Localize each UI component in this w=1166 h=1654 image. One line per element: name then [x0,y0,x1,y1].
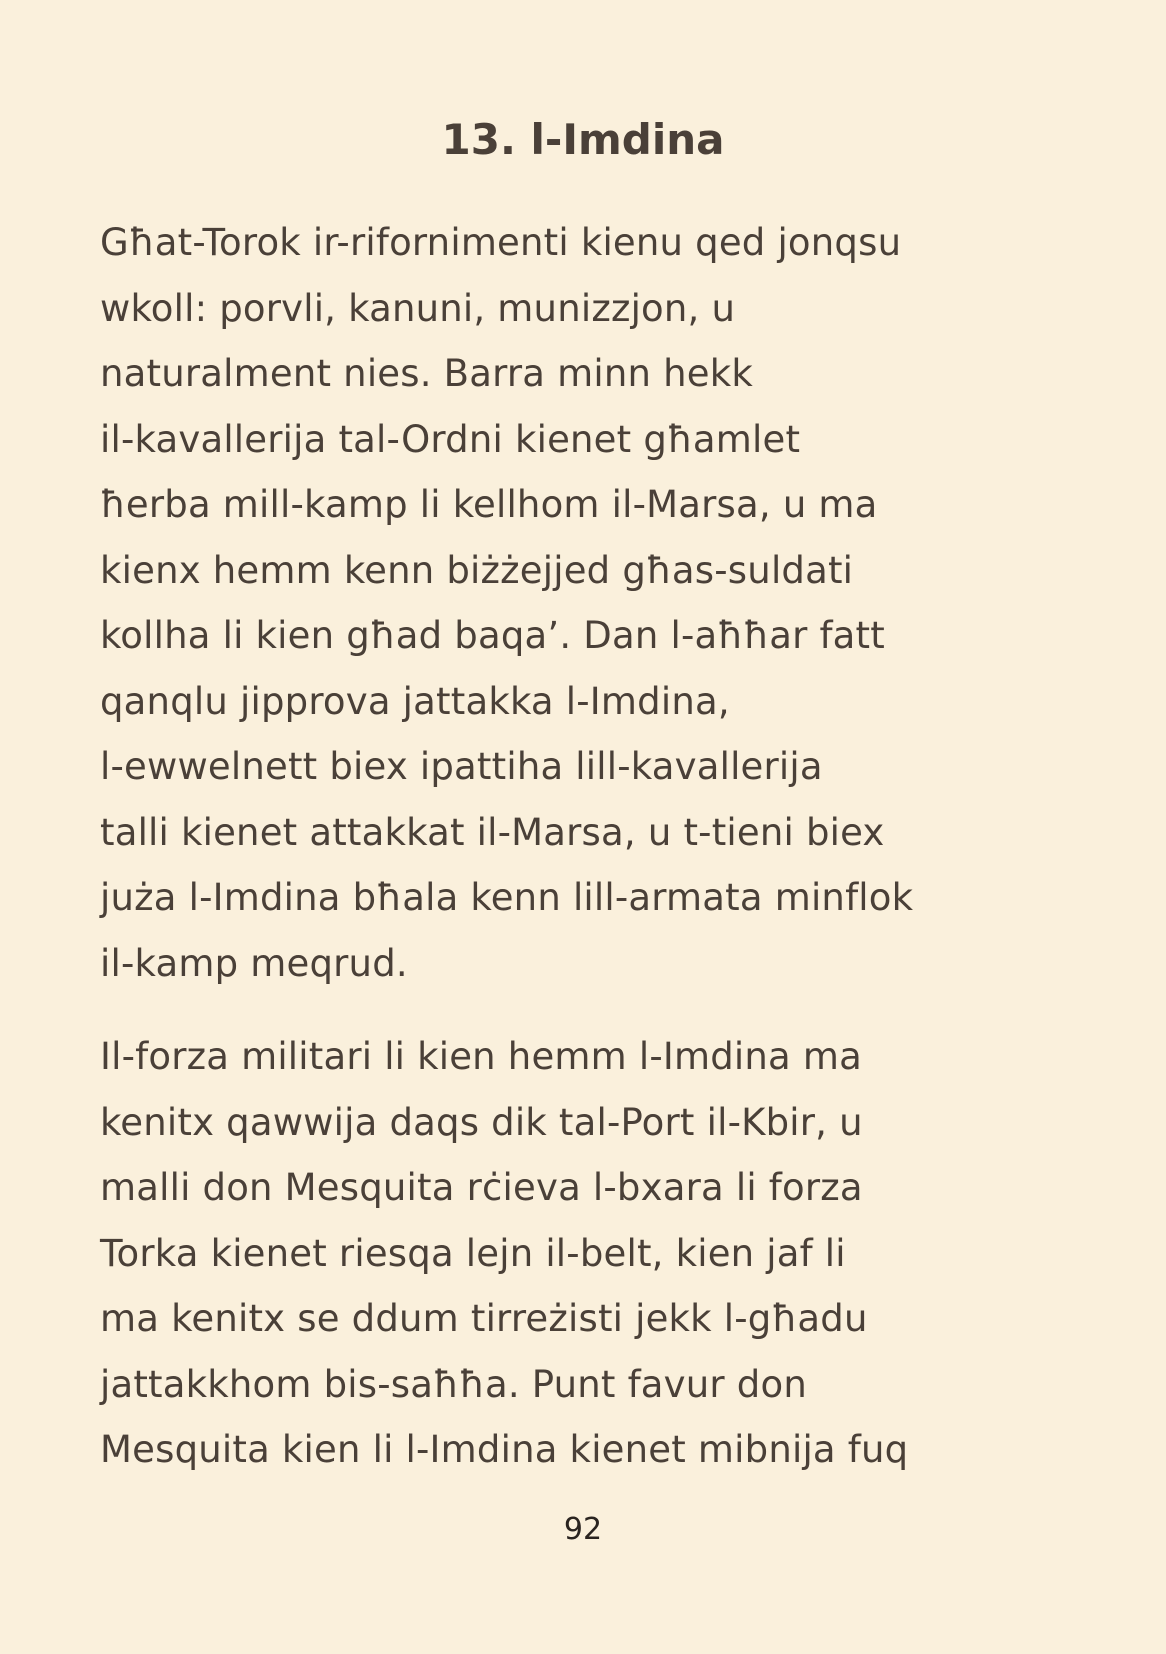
text-line: juża l-Imdina bħala kenn lill-armata minflok [100,876,914,919]
text-line: l-ewwelnett biex ipattiha lill-kavallerija [100,745,823,788]
text-line: il-kamp meqrud. [100,941,408,985]
text-line: Torka kienet riesqa lejn il-belt, kien jaf li [100,1231,846,1275]
text-line: jattakkhom bis-saħħa. Punt favur don [100,1362,807,1406]
paragraph-1 [100,210,913,996]
text-line: Mesquita kien li l-Imdina kienet mibnija fuq [100,1428,909,1471]
chapter-title: 13. l-Imdina [441,115,725,164]
text-line: kienx hemm kenn biżżejjed għas-suldati [100,548,854,592]
text-line: Il-forza militari li kien hemm l-Imdina ma [100,1035,863,1078]
text-line: talli kienet attakkat il-Marsa, u t-tieni biex [100,810,885,854]
text-line: kenitx qawwija daqs dik tal-Port il-Kbir, u [100,1100,863,1144]
paragraph-2 [100,1024,908,1483]
text-line: malli don Mesquita rċieva l-bxara li forza [100,1166,863,1209]
text-line: naturalment nies. Barra minn hekk [100,352,753,395]
text-line: wkoll: porvli, kanuni, munizzjon, u [100,286,736,330]
page-number: 92 [563,1512,603,1547]
text-line: kollha li kien għad baqa’. Dan l-aħħar fatt [100,614,885,657]
text-line: Għat-Torok ir-rifornimenti kienu qed jonqsu [100,221,902,264]
text-line: il-kavallerija tal-Ordni kienet għamlet [100,417,801,461]
text-line: ħerba mill-kamp li kellhom il-Marsa, u ma [100,483,878,526]
text-line: qanqlu jipprova jattakka l-Imdina, [100,679,730,723]
text-line: ma kenitx se ddum tirreżisti jekk l-għadu [100,1297,868,1340]
